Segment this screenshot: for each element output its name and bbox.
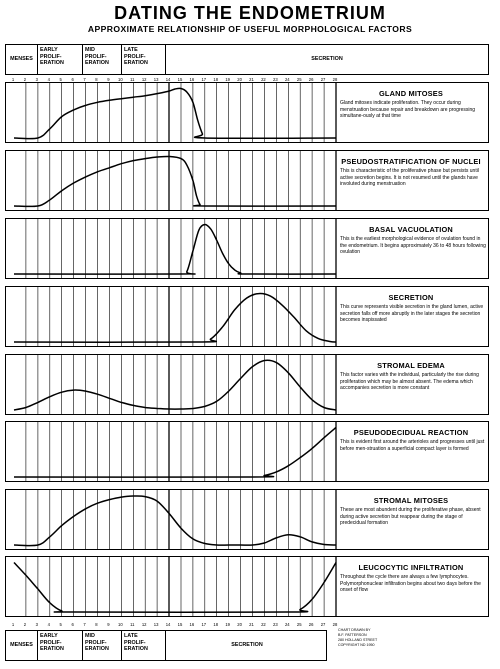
day-tick-label: 3 xyxy=(35,77,39,82)
day-tick-label: 27 xyxy=(320,77,326,82)
day-tick-label: 25 xyxy=(296,77,302,82)
phase-secretion-bottom: SECRETION xyxy=(231,642,263,649)
phase-menses: MENSES xyxy=(6,45,38,74)
day-tick-label: 5 xyxy=(59,622,62,627)
day-tick-label: 28 xyxy=(332,622,338,627)
day-tick-label: 15 xyxy=(177,622,183,627)
day-tick-label: 13 xyxy=(153,77,159,82)
day-tick-label: 26 xyxy=(308,622,314,627)
day-tick-label: 13 xyxy=(153,622,159,627)
day-tick-label: 22 xyxy=(261,622,266,627)
phase-late-proliferation: LATE PROLIF- ERATION xyxy=(122,45,166,74)
day-tick-label: 10 xyxy=(117,77,123,82)
factor-title: PSEUDODECIDUAL REACTION xyxy=(353,428,469,437)
factor-description: This curve represents visible secretion in the gland lumen, active secretion falls off more abruptly in the later stages the secretion becomes inspissated xyxy=(340,304,484,324)
factor-description: This factor varies with the individual, particularly the rise during proliferation which may be almost absent. The edema which accompanies secretion is more constant xyxy=(340,372,479,392)
day-tick-label: 9 xyxy=(107,622,110,627)
day-tick-label: 21 xyxy=(249,77,254,82)
day-tick-label: 20 xyxy=(237,622,242,627)
factor-description: These are most abundent during the proliferative phase, absent during active secretion but reappear during the stage of predecidual formation xyxy=(340,507,481,527)
day-tick-label: 20 xyxy=(237,77,242,82)
factor-description: This is characteristic of the proliferative phase but persists until active secretion begins. It is not resumed until the glands have involuted during menstruation xyxy=(340,168,479,188)
day-tick-label: 5 xyxy=(59,77,62,82)
factor-panel xyxy=(5,150,489,211)
credit-text: CHART DRAWN BY B.F. PATTERSON 280 HOLLAND STREET COPYRIGHT ND 1950 xyxy=(338,628,378,647)
factor-panel xyxy=(5,354,489,415)
factor-title: STROMAL EDEMA xyxy=(377,361,445,370)
factor-panel xyxy=(5,218,489,279)
day-tick-label: 28 xyxy=(332,77,338,82)
day-tick-label: 16 xyxy=(189,622,195,627)
phase-header-top xyxy=(5,44,489,75)
phase-early-proliferation-bottom: EARLY PROLIF- ERATION xyxy=(38,631,83,660)
day-tick-label: 22 xyxy=(261,77,266,82)
day-tick-label: 11 xyxy=(130,77,135,82)
factor-title: STROMAL MITOSES xyxy=(373,496,449,505)
day-tick-label: 23 xyxy=(273,77,278,82)
factor-title: LEUCOCYTIC INFILTRATION xyxy=(358,563,464,572)
chart-title: DATING THE ENDOMETRIUM xyxy=(114,3,386,23)
day-tick-label: 14 xyxy=(165,77,171,82)
phase-header-bottom xyxy=(5,630,327,661)
chart-subtitle: APPROXIMATE RELATIONSHIP OF USEFUL MORPHOLOGICAL FACTORS xyxy=(87,24,413,34)
factor-curve xyxy=(14,563,336,613)
day-tick-label: 10 xyxy=(117,622,123,627)
day-tick-label: 17 xyxy=(201,622,207,627)
day-tick-label: 1 xyxy=(11,622,15,627)
day-tick-label: 8 xyxy=(95,77,98,82)
factor-curve xyxy=(14,88,336,138)
day-tick-label: 11 xyxy=(130,622,135,627)
phase-mid-proliferation: MID PROLIF- ERATION xyxy=(83,45,122,74)
day-tick-label: 26 xyxy=(308,77,314,82)
day-tick-label: 24 xyxy=(284,622,290,627)
factor-title: GLAND MITOSES xyxy=(378,89,444,98)
day-tick-label: 12 xyxy=(141,622,147,627)
factor-curve xyxy=(14,224,336,274)
day-tick-label: 14 xyxy=(165,622,171,627)
day-tick-label: 2 xyxy=(23,77,27,82)
day-tick-label: 19 xyxy=(225,77,230,82)
day-tick-label: 24 xyxy=(284,77,290,82)
day-tick-label: 25 xyxy=(296,622,302,627)
factor-curve xyxy=(14,428,336,478)
day-tick-label: 8 xyxy=(95,622,98,627)
phase-menses-bottom: MENSES xyxy=(6,631,38,660)
day-tick-label: 27 xyxy=(320,622,326,627)
factor-panel xyxy=(5,421,489,482)
day-tick-label: 15 xyxy=(177,77,183,82)
factor-title: PSEUDOSTRATIFICATION OF NUCLEI xyxy=(341,157,481,166)
factor-description: This is the earliest morphological evidence of ovulation found in the endometrium. It begins approximately 36 to 48 hours following ovulation xyxy=(340,236,486,256)
phase-secretion: SECRETION xyxy=(311,56,343,63)
day-tick-label: 16 xyxy=(189,77,195,82)
day-tick-label: 9 xyxy=(107,77,110,82)
day-tick-label: 6 xyxy=(71,77,74,82)
day-tick-label: 17 xyxy=(201,77,207,82)
day-tick-label: 3 xyxy=(35,622,39,627)
day-tick-label: 7 xyxy=(83,622,86,627)
factor-panel xyxy=(5,556,489,617)
day-tick-label: 6 xyxy=(71,622,74,627)
day-tick-label: 21 xyxy=(249,622,254,627)
factor-curve xyxy=(14,156,336,206)
day-tick-label: 19 xyxy=(225,622,230,627)
factor-curve xyxy=(14,294,336,343)
day-tick-label: 4 xyxy=(47,77,50,82)
factor-title: BASAL VACUOLATION xyxy=(369,225,453,234)
factor-description: This is evident first around the arterioles and progresses until just before men-struation a superficial compact layer is formed xyxy=(340,439,485,452)
factor-description: Gland mitoses indicate proliferation. They occur during menstruation because repair and breakdown are progressing simultane-ously at that time xyxy=(340,100,476,120)
factor-panel xyxy=(5,286,489,347)
factor-description: Throughout the cycle there are always a few lymphocytes. Polymorphonuclear infiltration begins about two days before the onset of flow xyxy=(340,574,481,594)
day-tick-label: 18 xyxy=(213,622,219,627)
phase-late-proliferation-bottom: LATE PROLIF- ERATION xyxy=(122,631,166,660)
day-tick-label: 18 xyxy=(213,77,219,82)
day-tick-label: 7 xyxy=(83,77,86,82)
day-tick-label: 12 xyxy=(141,77,147,82)
day-tick-label: 4 xyxy=(47,622,50,627)
factor-title: SECRETION xyxy=(388,293,434,302)
factor-curve xyxy=(14,360,336,410)
factor-panel xyxy=(5,82,489,143)
factor-panel xyxy=(5,489,489,550)
phase-mid-proliferation-bottom: MID PROLIF- ERATION xyxy=(83,631,122,660)
day-tick-label: 23 xyxy=(273,622,278,627)
phase-early-proliferation: EARLY PROLIF- ERATION xyxy=(38,45,83,74)
day-tick-label: 2 xyxy=(23,622,27,627)
factor-curve xyxy=(14,496,336,546)
day-tick-label: 1 xyxy=(11,77,15,82)
